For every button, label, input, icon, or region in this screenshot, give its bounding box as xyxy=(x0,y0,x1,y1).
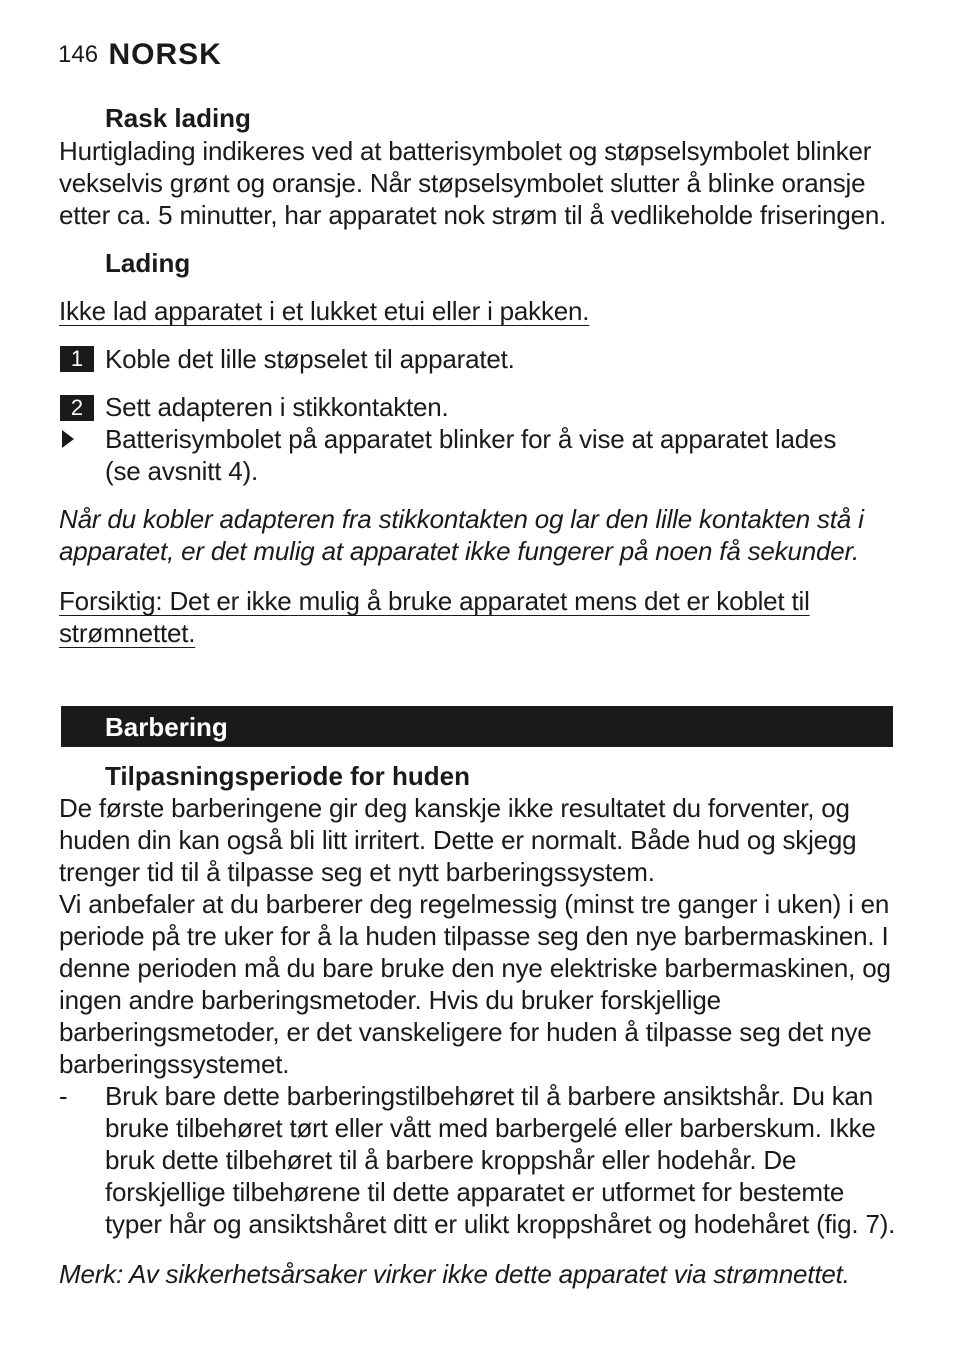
warning-text: Ikke lad apparatet i et lukket etui eller i pakken. xyxy=(59,296,590,326)
bullet-text xyxy=(105,1080,945,1240)
rask-paragraph xyxy=(59,135,939,231)
section-title: Barbering xyxy=(105,712,228,742)
text-line: Batterisymbolet på apparatet blinker for å vise at apparatet lades xyxy=(105,424,837,454)
caution-text xyxy=(59,585,939,649)
text-line: vekselvis grønt og oransje. Når støpselsymbolet slutter å blinke oransje xyxy=(59,168,866,198)
text-line: Vi anbefaler at du barberer deg regelmessig (minst tre ganger i uken) i en xyxy=(59,889,890,919)
text-line: De første barberingene gir deg kanskje ikke resultatet du forventer, og xyxy=(59,793,850,823)
step-1-text: Koble det lille støpselet til apparatet. xyxy=(105,344,515,374)
text-line: periode på tre uker for å la huden tilpasse seg den nye barbermaskinen. I xyxy=(59,921,889,951)
text-line: barberingssystemet. xyxy=(59,1049,290,1079)
language-title: NORSK xyxy=(108,38,222,71)
text-line: barberingsmetoder, er det vanskeligere for huden å tilpasse seg det nye xyxy=(59,1017,872,1047)
text-line: bruk dette tilbehøret til å barbere kroppshår eller hodehår. De xyxy=(105,1145,797,1175)
final-note: Merk: Av sikkerhetsårsaker virker ikke dette apparatet via strømnettet. xyxy=(59,1259,850,1289)
result-text xyxy=(105,423,925,487)
result-arrow-icon xyxy=(62,430,74,448)
text-line: apparatet, er det mulig at apparatet ikke fungerer på noen få sekunder. xyxy=(59,536,860,566)
bullet-dash: - xyxy=(59,1081,68,1111)
step-number-2: 2 xyxy=(60,395,94,421)
page-header xyxy=(58,38,222,72)
text-line: etter ca. 5 minutter, har apparatet nok strøm til å vedlikeholde friseringen. xyxy=(59,200,887,230)
text-line: strømnettet. xyxy=(59,618,196,648)
page-number: 146 xyxy=(58,41,99,68)
barbering-paragraph-2 xyxy=(59,888,939,1080)
text-line: Bruk bare dette barberingstilbehøret til å barbere ansiktshår. Du kan xyxy=(105,1081,874,1111)
note-text xyxy=(59,503,939,567)
heading-tilpasning: Tilpasningsperiode for huden xyxy=(105,761,470,791)
heading-lading: Lading xyxy=(105,248,191,278)
text-line: Hurtiglading indikeres ved at batterisymbolet og støpselsymbolet blinker xyxy=(59,136,872,166)
barbering-paragraph-1 xyxy=(59,792,939,888)
text-line: bruke tilbehøret tørt eller vått med barbergelé eller barberskum. Ikke xyxy=(105,1113,876,1143)
step-2-text: Sett adapteren i stikkontakten. xyxy=(105,392,449,422)
section-bar-barbering xyxy=(61,706,893,747)
text-line: Når du kobler adapteren fra stikkontakten og lar den lille kontakten stå i xyxy=(59,504,864,534)
text-line: typer hår og ansiktshåret ditt er ulikt kroppshåret og hodehåret (fig. 7). xyxy=(105,1209,896,1239)
text-line: denne perioden må du bare bruke den nye elektriske barbermaskinen, og xyxy=(59,953,891,983)
text-line: Forsiktig: Det er ikke mulig å bruke apparatet mens det er koblet til xyxy=(59,586,810,616)
text-line: ingen andre barberingsmetoder. Hvis du bruker forskjellige xyxy=(59,985,721,1015)
step-number-1: 1 xyxy=(60,346,94,372)
text-line: huden din kan også bli litt irritert. Dette er normalt. Både hud og skjegg xyxy=(59,825,857,855)
text-line: (se avsnitt 4). xyxy=(105,456,259,486)
text-line: trenger tid til å tilpasse seg et nytt barberingssystem. xyxy=(59,857,655,887)
heading-rask-lading: Rask lading xyxy=(105,103,251,133)
text-line: forskjellige tilbehørene til dette apparatet er utformet for bestemte xyxy=(105,1177,845,1207)
